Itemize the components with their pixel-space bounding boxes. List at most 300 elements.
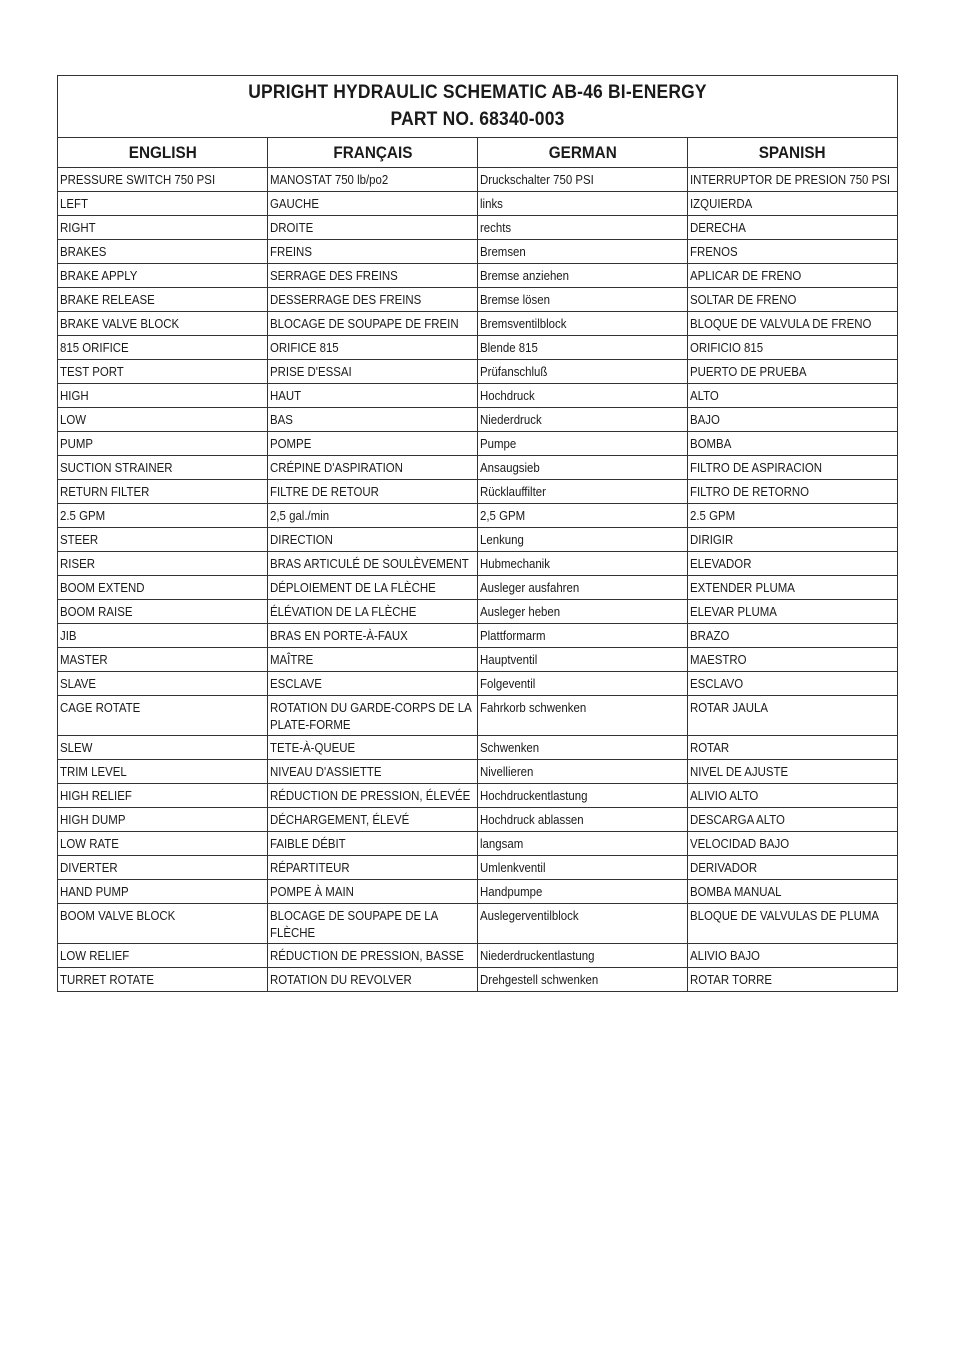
cell-text: ELEVAR PLUMA [690, 604, 777, 619]
table-row [58, 456, 898, 480]
cell-text: PRISE D'ESSAI [270, 364, 352, 379]
cell-text: 2,5 gal./min [270, 508, 330, 523]
cell-english [58, 696, 268, 736]
table-row [58, 968, 898, 992]
cell-text: Ausleger ausfahren [480, 580, 580, 595]
cell-text: DÉPLOIEMENT DE LA FLÈCHE [270, 580, 436, 595]
cell-text: ORIFICE 815 [270, 340, 339, 355]
table-row [58, 360, 898, 384]
cell-english [58, 576, 268, 600]
cell-spanish [688, 832, 898, 856]
cell-english [58, 944, 268, 968]
cell-text: Nivellieren [480, 764, 534, 779]
cell-francais [268, 624, 478, 648]
cell-english [58, 856, 268, 880]
cell-text: Lenkung [480, 532, 524, 547]
cell-german [478, 944, 688, 968]
cell-spanish [688, 624, 898, 648]
cell-francais [268, 360, 478, 384]
cell-francais [268, 904, 478, 944]
cell-spanish [688, 552, 898, 576]
cell-german [478, 192, 688, 216]
cell-german [478, 528, 688, 552]
cell-text: SOLTAR DE FRENO [690, 292, 797, 307]
cell-english [58, 760, 268, 784]
cell-text: CRÉPINE D'ASPIRATION [270, 460, 403, 475]
cell-spanish [688, 168, 898, 192]
cell-spanish [688, 904, 898, 944]
cell-text: ÉLÉVATION DE LA FLÈCHE [270, 604, 417, 619]
cell-text: FREINS [270, 244, 312, 259]
cell-francais [268, 760, 478, 784]
cell-text: NIVEAU D'ASSIETTE [270, 764, 382, 779]
cell-text: BRAS ARTICULÉ DE SOULÈVEMENT [270, 556, 469, 571]
cell-text: Hubmechanik [480, 556, 550, 571]
cell-text: BOOM RAISE [60, 604, 133, 619]
cell-text: ALTO [690, 388, 719, 403]
cell-text: APLICAR DE FRENO [690, 268, 802, 283]
cell-francais [268, 384, 478, 408]
cell-text: Drehgestell schwenken [480, 972, 599, 987]
cell-text: ORIFICIO 815 [690, 340, 764, 355]
cell-text: FILTRO DE ASPIRACION [690, 460, 823, 475]
cell-text: 2,5 GPM [480, 508, 526, 523]
cell-text: GAUCHE [270, 196, 319, 211]
cell-english [58, 264, 268, 288]
cell-text: RÉDUCTION DE PRESSION, ÉLEVÉE [270, 788, 471, 803]
cell-francais [268, 336, 478, 360]
cell-german [478, 336, 688, 360]
cell-spanish [688, 384, 898, 408]
cell-text: TEST PORT [60, 364, 124, 379]
cell-german [478, 904, 688, 944]
cell-spanish [688, 576, 898, 600]
table-row [58, 336, 898, 360]
cell-text: BRAS EN PORTE-À-FAUX [270, 628, 408, 643]
table-row [58, 784, 898, 808]
table-row [58, 696, 898, 736]
cell-spanish [688, 880, 898, 904]
table-row [58, 240, 898, 264]
cell-text: PRESSURE SWITCH 750 PSI [60, 172, 216, 187]
cell-text: langsam [480, 836, 524, 851]
cell-text: FRENOS [690, 244, 738, 259]
cell-spanish [688, 528, 898, 552]
cell-francais [268, 504, 478, 528]
header-spanish: SPANISH [688, 138, 898, 168]
table-row [58, 312, 898, 336]
cell-text: BLOQUE DE VALVULA DE FRENO [690, 316, 872, 331]
cell-francais [268, 168, 478, 192]
header-row [58, 138, 898, 168]
cell-text: BRAKE VALVE BLOCK [60, 316, 180, 331]
cell-german [478, 240, 688, 264]
table-row [58, 856, 898, 880]
cell-text: POMPE [270, 436, 312, 451]
cell-text: DIVERTER [60, 860, 118, 875]
table-row [58, 408, 898, 432]
cell-text: Pumpe [480, 436, 517, 451]
cell-text: TURRET ROTATE [60, 972, 155, 987]
cell-text: DIRIGIR [690, 532, 734, 547]
cell-english [58, 880, 268, 904]
cell-english [58, 432, 268, 456]
cell-text: Hochdruck ablassen [480, 812, 584, 827]
cell-spanish [688, 312, 898, 336]
cell-text: MAESTRO [690, 652, 747, 667]
cell-english [58, 192, 268, 216]
cell-text: SUCTION STRAINER [60, 460, 173, 475]
cell-spanish [688, 456, 898, 480]
cell-francais [268, 480, 478, 504]
cell-text: Umlenkventil [480, 860, 546, 875]
cell-text: BRAKES [60, 244, 107, 259]
cell-text: LOW [60, 412, 87, 427]
cell-text: Bremsventilblock [480, 316, 567, 331]
cell-text: BOMBA [690, 436, 732, 451]
table-row [58, 760, 898, 784]
cell-text: HAUT [270, 388, 302, 403]
cell-spanish [688, 240, 898, 264]
cell-german [478, 360, 688, 384]
document-title [58, 76, 898, 138]
cell-english [58, 672, 268, 696]
cell-english [58, 480, 268, 504]
table-body [58, 168, 898, 992]
table-row [58, 880, 898, 904]
cell-text: RISER [60, 556, 95, 571]
cell-text: Bremsen [480, 244, 526, 259]
cell-english [58, 240, 268, 264]
cell-text: LOW RELIEF [60, 948, 130, 963]
cell-francais [268, 736, 478, 760]
cell-english [58, 648, 268, 672]
cell-german [478, 600, 688, 624]
table-row [58, 736, 898, 760]
cell-francais [268, 696, 478, 736]
cell-english [58, 168, 268, 192]
cell-francais [268, 552, 478, 576]
cell-text: DÉCHARGEMENT, ÉLEVÉ [270, 812, 410, 827]
header-german: GERMAN [478, 138, 688, 168]
cell-text: Hauptventil [480, 652, 538, 667]
title-row [58, 76, 898, 138]
cell-spanish [688, 360, 898, 384]
cell-text: RETURN FILTER [60, 484, 150, 499]
cell-text: LEFT [60, 196, 88, 211]
cell-german [478, 880, 688, 904]
cell-english [58, 600, 268, 624]
cell-english [58, 552, 268, 576]
cell-german [478, 408, 688, 432]
cell-text: Bremse anziehen [480, 268, 570, 283]
cell-francais [268, 784, 478, 808]
cell-spanish [688, 672, 898, 696]
cell-text: BLOCAGE DE SOUPAPE DE LA FLÈCHE [270, 908, 438, 940]
cell-english [58, 312, 268, 336]
table-row [58, 528, 898, 552]
cell-text: HIGH DUMP [60, 812, 126, 827]
cell-text: PUMP [60, 436, 94, 451]
cell-text: Rücklauffilter [480, 484, 546, 499]
table-row [58, 576, 898, 600]
cell-spanish [688, 968, 898, 992]
cell-spanish [688, 696, 898, 736]
cell-text: HIGH RELIEF [60, 788, 132, 803]
cell-text: PUERTO DE PRUEBA [690, 364, 807, 379]
cell-text: STEER [60, 532, 99, 547]
cell-english [58, 288, 268, 312]
cell-english [58, 808, 268, 832]
cell-english [58, 832, 268, 856]
cell-francais [268, 432, 478, 456]
cell-german [478, 968, 688, 992]
cell-text: SLAVE [60, 676, 97, 691]
cell-francais [268, 832, 478, 856]
cell-german [478, 808, 688, 832]
cell-german [478, 760, 688, 784]
cell-text: FAIBLE DÉBIT [270, 836, 346, 851]
cell-german [478, 432, 688, 456]
cell-text: DERECHA [690, 220, 746, 235]
cell-english [58, 456, 268, 480]
cell-english [58, 784, 268, 808]
cell-text: Schwenken [480, 740, 540, 755]
cell-francais [268, 944, 478, 968]
cell-text: Auslegerventilblock [480, 908, 579, 923]
cell-spanish [688, 648, 898, 672]
cell-text: DERIVADOR [690, 860, 758, 875]
cell-francais [268, 880, 478, 904]
cell-text: NIVEL DE AJUSTE [690, 764, 789, 779]
cell-text: BOMBA MANUAL [690, 884, 782, 899]
cell-spanish [688, 784, 898, 808]
cell-spanish [688, 944, 898, 968]
cell-text: JIB [60, 628, 77, 643]
translation-table [57, 75, 898, 992]
cell-text: Blende 815 [480, 340, 538, 355]
cell-text: links [480, 196, 503, 211]
cell-text: BOOM VALVE BLOCK [60, 908, 176, 923]
cell-german [478, 456, 688, 480]
title-line-2: PART NO. 68340-003 [390, 109, 565, 130]
cell-francais [268, 408, 478, 432]
cell-text: Handpumpe [480, 884, 543, 899]
cell-text: Druckschalter 750 PSI [480, 172, 594, 187]
cell-german [478, 832, 688, 856]
cell-german [478, 736, 688, 760]
table-row [58, 600, 898, 624]
cell-text: RÉPARTITEUR [270, 860, 350, 875]
cell-german [478, 264, 688, 288]
table-row [58, 648, 898, 672]
cell-german [478, 624, 688, 648]
cell-text: VELOCIDAD BAJO [690, 836, 790, 851]
cell-text: FILTRE DE RETOUR [270, 484, 379, 499]
cell-spanish [688, 408, 898, 432]
cell-english [58, 624, 268, 648]
cell-spanish [688, 264, 898, 288]
cell-text: BLOCAGE DE SOUPAPE DE FREIN [270, 316, 459, 331]
cell-francais [268, 576, 478, 600]
cell-francais [268, 600, 478, 624]
cell-german [478, 856, 688, 880]
table-row [58, 832, 898, 856]
cell-spanish [688, 336, 898, 360]
cell-english [58, 968, 268, 992]
cell-german [478, 576, 688, 600]
table-row [58, 168, 898, 192]
cell-text: DESSERRAGE DES FREINS [270, 292, 422, 307]
cell-spanish [688, 216, 898, 240]
cell-text: Plattformarm [480, 628, 546, 643]
cell-german [478, 384, 688, 408]
cell-english [58, 384, 268, 408]
cell-text: MAÎTRE [270, 652, 314, 667]
cell-spanish [688, 192, 898, 216]
cell-english [58, 408, 268, 432]
cell-german [478, 504, 688, 528]
header-english: ENGLISH [58, 138, 268, 168]
cell-text: LOW RATE [60, 836, 119, 851]
cell-german [478, 784, 688, 808]
cell-text: DIRECTION [270, 532, 333, 547]
cell-text: POMPE À MAIN [270, 884, 354, 899]
cell-text: FILTRO DE RETORNO [690, 484, 810, 499]
cell-text: BOOM EXTEND [60, 580, 145, 595]
cell-text: ROTAR [690, 740, 730, 755]
cell-spanish [688, 856, 898, 880]
cell-text: ESCLAVO [690, 676, 744, 691]
cell-english [58, 528, 268, 552]
cell-spanish [688, 760, 898, 784]
cell-text: ESCLAVE [270, 676, 322, 691]
cell-francais [268, 528, 478, 552]
cell-german [478, 672, 688, 696]
table-row [58, 480, 898, 504]
cell-text: BRAKE RELEASE [60, 292, 155, 307]
cell-text: EXTENDER PLUMA [690, 580, 795, 595]
cell-text: Niederdruck [480, 412, 542, 427]
cell-spanish [688, 504, 898, 528]
cell-text: TRIM LEVEL [60, 764, 127, 779]
cell-german [478, 312, 688, 336]
cell-text: DESCARGA ALTO [690, 812, 785, 827]
cell-text: TETE-À-QUEUE [270, 740, 356, 755]
cell-english [58, 904, 268, 944]
cell-text: BAS [270, 412, 293, 427]
cell-text: ROTATION DU GARDE-CORPS DE LA PLATE-FORME [270, 700, 472, 732]
cell-text: BAJO [690, 412, 720, 427]
cell-text: 815 ORIFICE [60, 340, 129, 355]
cell-text: MANOSTAT 750 lb/po2 [270, 172, 389, 187]
cell-text: DROITE [270, 220, 314, 235]
cell-text: BRAKE APPLY [60, 268, 138, 283]
header-francais: FRANÇAIS [268, 138, 478, 168]
cell-german [478, 216, 688, 240]
cell-text: Bremse lösen [480, 292, 550, 307]
cell-text: HAND PUMP [60, 884, 129, 899]
cell-text: Ausleger heben [480, 604, 561, 619]
table-row [58, 504, 898, 528]
cell-text: Ansaugsieb [480, 460, 540, 475]
cell-text: ALIVIO ALTO [690, 788, 759, 803]
cell-text: MASTER [60, 652, 108, 667]
cell-francais [268, 648, 478, 672]
cell-text: HIGH [60, 388, 89, 403]
cell-text: IZQUIERDA [690, 196, 753, 211]
table-row [58, 288, 898, 312]
cell-francais [268, 456, 478, 480]
cell-text: Niederdruckentlastung [480, 948, 595, 963]
title-line-1: UPRIGHT HYDRAULIC SCHEMATIC AB-46 BI-ENERGY [248, 82, 707, 103]
cell-text: RIGHT [60, 220, 96, 235]
cell-francais [268, 856, 478, 880]
cell-spanish [688, 432, 898, 456]
cell-text: SERRAGE DES FREINS [270, 268, 398, 283]
cell-text: Fahrkorb schwenken [480, 700, 587, 715]
cell-spanish [688, 288, 898, 312]
cell-text: 2.5 GPM [690, 508, 736, 523]
cell-text: BLOQUE DE VALVULAS DE PLUMA [690, 908, 880, 923]
translation-sheet [57, 75, 897, 992]
table-row [58, 904, 898, 944]
table-row [58, 944, 898, 968]
cell-text: BRAZO [690, 628, 730, 643]
cell-german [478, 288, 688, 312]
cell-spanish [688, 600, 898, 624]
cell-english [58, 504, 268, 528]
table-row [58, 432, 898, 456]
cell-spanish [688, 808, 898, 832]
table-row [58, 808, 898, 832]
cell-text: ROTAR JAULA [690, 700, 768, 715]
cell-francais [268, 968, 478, 992]
cell-text: ALIVIO BAJO [690, 948, 760, 963]
cell-english [58, 336, 268, 360]
cell-text: ROTAR TORRE [690, 972, 773, 987]
cell-german [478, 696, 688, 736]
table-row [58, 192, 898, 216]
cell-text: CAGE ROTATE [60, 700, 141, 715]
cell-german [478, 552, 688, 576]
cell-text: rechts [480, 220, 512, 235]
table-row [58, 624, 898, 648]
table-row [58, 216, 898, 240]
cell-spanish [688, 480, 898, 504]
cell-francais [268, 672, 478, 696]
cell-english [58, 736, 268, 760]
cell-text: ELEVADOR [690, 556, 752, 571]
cell-german [478, 168, 688, 192]
cell-spanish [688, 736, 898, 760]
table-row [58, 384, 898, 408]
cell-francais [268, 808, 478, 832]
cell-text: 2.5 GPM [60, 508, 106, 523]
cell-francais [268, 312, 478, 336]
cell-francais [268, 288, 478, 312]
table-row [58, 672, 898, 696]
table-row [58, 552, 898, 576]
cell-francais [268, 192, 478, 216]
cell-german [478, 648, 688, 672]
cell-text: ROTATION DU REVOLVER [270, 972, 412, 987]
cell-text: INTERRUPTOR DE PRESION 750 PSI [690, 172, 891, 187]
cell-francais [268, 216, 478, 240]
cell-francais [268, 240, 478, 264]
cell-text: SLEW [60, 740, 93, 755]
cell-text: Hochdruck [480, 388, 535, 403]
